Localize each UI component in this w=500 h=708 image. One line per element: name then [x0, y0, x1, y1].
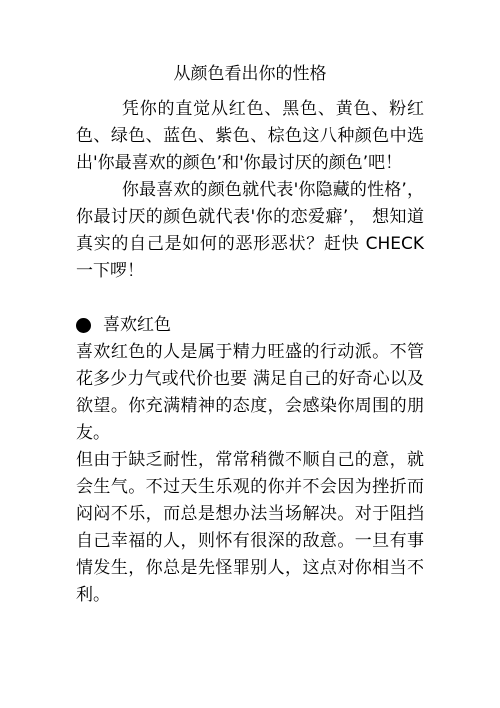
- section-heading-red: [76, 312, 424, 339]
- intro-paragraph-1: 凭你的直觉从红色、黑色、黄色、粉红色、绿色、蓝色、紫色、棕色这八种颜色中选出'你最喜欢的颜色’和'你最讨厌的颜色’吧！: [76, 99, 424, 173]
- section-red-paragraph-2: 但由于缺乏耐性，常常稍微不顺自己的意，就会生气。不过天生乐观的你并不会因为挫折而闷闷不乐，而总是想办法当场解决。对于阻挡自己幸福的人，则怀有很深的敌意。一旦有事情发生，你总是先怪罪别人，这点对你相当不利。: [76, 450, 424, 605]
- intro-paragraph-2: 你最喜欢的颜色就代表'你隐藏的性格’， 你最讨厌的颜色就代表'你的恋爱癖’， 想知道真实的自己是如何的恶形恶状？赶快 CHECK 一下啰！: [76, 180, 424, 281]
- filled-circle-icon: [76, 318, 91, 333]
- document-title: 从颜色看出你的性格: [173, 64, 327, 84]
- blank-line: [76, 285, 424, 312]
- section-red-paragraph-1: 喜欢红色的人是属于精力旺盛的行动派。不管花多少力气或代价也要 满足自己的好奇心以及欲望。你充满精神的态度，会感染你周围的朋友。: [76, 342, 424, 443]
- document-page: [76, 60, 424, 609]
- section-heading-label: 喜欢红色: [103, 315, 171, 335]
